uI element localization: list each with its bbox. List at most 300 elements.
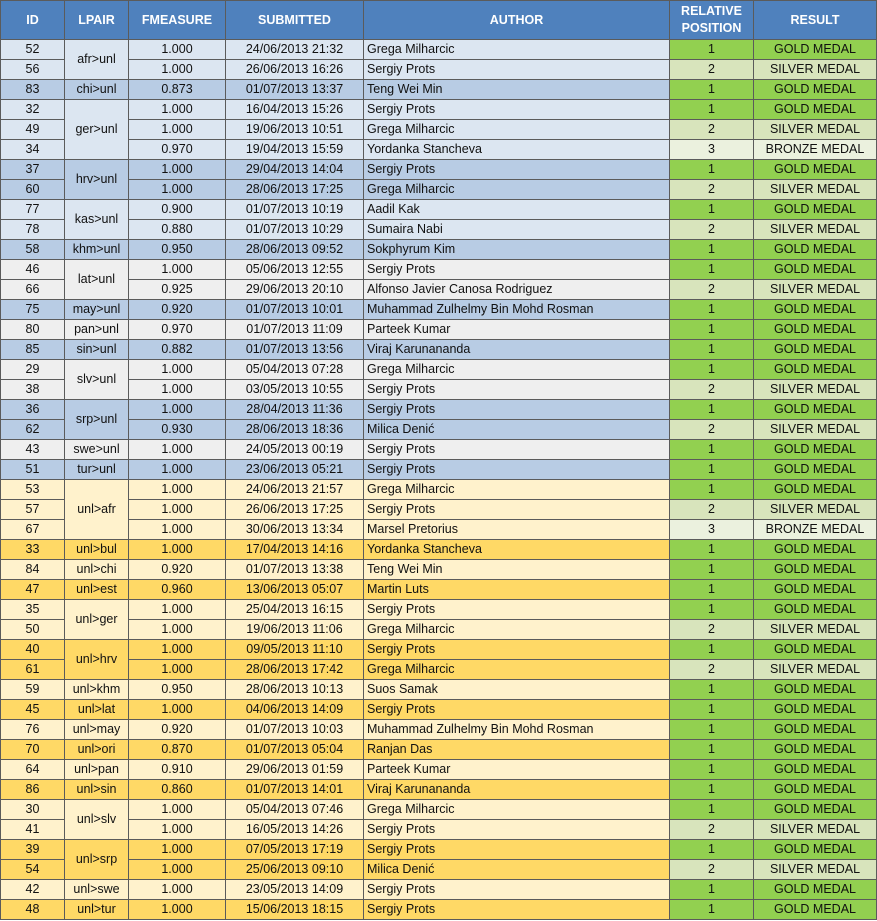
cell-author: Milica Denić	[364, 420, 670, 440]
cell-fmeasure: 0.873	[129, 80, 226, 100]
cell-id: 60	[1, 180, 65, 200]
cell-author: Parteek Kumar	[364, 760, 670, 780]
cell-fmeasure: 1.000	[129, 520, 226, 540]
cell-author: Martin Luts	[364, 580, 670, 600]
cell-fmeasure: 1.000	[129, 460, 226, 480]
table-row	[1, 40, 877, 60]
cell-id: 52	[1, 40, 65, 60]
cell-fmeasure: 1.000	[129, 840, 226, 860]
cell-submitted: 28/06/2013 17:42	[226, 660, 364, 680]
cell-result: SILVER MEDAL	[754, 380, 877, 400]
table-row	[1, 460, 877, 480]
cell-lpair: hrv>unl	[65, 160, 129, 200]
cell-submitted: 29/06/2013 01:59	[226, 760, 364, 780]
header-submitted: SUBMITTED	[226, 1, 364, 40]
cell-fmeasure: 1.000	[129, 360, 226, 380]
cell-submitted: 05/06/2013 12:55	[226, 260, 364, 280]
cell-author: Sergiy Prots	[364, 260, 670, 280]
cell-submitted: 25/04/2013 16:15	[226, 600, 364, 620]
cell-submitted: 26/06/2013 17:25	[226, 500, 364, 520]
cell-lpair: swe>unl	[65, 440, 129, 460]
cell-fmeasure: 0.930	[129, 420, 226, 440]
cell-author: Grega Milharcic	[364, 480, 670, 500]
cell-lpair: unl>afr	[65, 480, 129, 540]
cell-lpair: unl>may	[65, 720, 129, 740]
cell-author: Teng Wei Min	[364, 560, 670, 580]
cell-submitted: 29/06/2013 20:10	[226, 280, 364, 300]
table-row	[1, 340, 877, 360]
cell-author: Muhammad Zulhelmy Bin Mohd Rosman	[364, 300, 670, 320]
cell-submitted: 01/07/2013 13:38	[226, 560, 364, 580]
cell-id: 75	[1, 300, 65, 320]
cell-fmeasure: 1.000	[129, 700, 226, 720]
cell-relative-position: 1	[670, 840, 754, 860]
table-row	[1, 860, 877, 880]
cell-result: BRONZE MEDAL	[754, 520, 877, 540]
cell-fmeasure: 1.000	[129, 880, 226, 900]
cell-submitted: 16/04/2013 15:26	[226, 100, 364, 120]
cell-lpair: slv>unl	[65, 360, 129, 400]
cell-relative-position: 2	[670, 860, 754, 880]
cell-result: GOLD MEDAL	[754, 340, 877, 360]
cell-id: 32	[1, 100, 65, 120]
table-row	[1, 260, 877, 280]
table-row	[1, 560, 877, 580]
cell-fmeasure: 0.882	[129, 340, 226, 360]
cell-id: 67	[1, 520, 65, 540]
cell-result: SILVER MEDAL	[754, 420, 877, 440]
cell-submitted: 19/06/2013 10:51	[226, 120, 364, 140]
cell-id: 62	[1, 420, 65, 440]
cell-result: GOLD MEDAL	[754, 880, 877, 900]
cell-id: 36	[1, 400, 65, 420]
table-row	[1, 900, 877, 920]
cell-result: GOLD MEDAL	[754, 480, 877, 500]
cell-submitted: 01/07/2013 10:03	[226, 720, 364, 740]
cell-relative-position: 1	[670, 80, 754, 100]
cell-fmeasure: 1.000	[129, 800, 226, 820]
cell-submitted: 03/05/2013 10:55	[226, 380, 364, 400]
cell-lpair: unl>slv	[65, 800, 129, 840]
cell-author: Ranjan Das	[364, 740, 670, 760]
table-row	[1, 180, 877, 200]
cell-author: Sergiy Prots	[364, 460, 670, 480]
cell-relative-position: 1	[670, 740, 754, 760]
cell-relative-position: 2	[670, 820, 754, 840]
cell-author: Grega Milharcic	[364, 180, 670, 200]
table-row	[1, 760, 877, 780]
cell-result: GOLD MEDAL	[754, 640, 877, 660]
cell-relative-position: 1	[670, 200, 754, 220]
cell-author: Aadil Kak	[364, 200, 670, 220]
cell-fmeasure: 1.000	[129, 500, 226, 520]
cell-relative-position: 1	[670, 640, 754, 660]
cell-id: 45	[1, 700, 65, 720]
cell-submitted: 24/06/2013 21:57	[226, 480, 364, 500]
cell-author: Sergiy Prots	[364, 160, 670, 180]
cell-result: GOLD MEDAL	[754, 360, 877, 380]
cell-result: GOLD MEDAL	[754, 80, 877, 100]
cell-author: Teng Wei Min	[364, 80, 670, 100]
cell-author: Sergiy Prots	[364, 400, 670, 420]
cell-result: GOLD MEDAL	[754, 400, 877, 420]
cell-fmeasure: 1.000	[129, 380, 226, 400]
cell-author: Muhammad Zulhelmy Bin Mohd Rosman	[364, 720, 670, 740]
cell-lpair: kas>unl	[65, 200, 129, 240]
cell-submitted: 01/07/2013 13:37	[226, 80, 364, 100]
cell-author: Grega Milharcic	[364, 40, 670, 60]
cell-submitted: 28/06/2013 17:25	[226, 180, 364, 200]
cell-fmeasure: 1.000	[129, 820, 226, 840]
cell-author: Yordanka Stancheva	[364, 140, 670, 160]
cell-fmeasure: 1.000	[129, 100, 226, 120]
cell-id: 39	[1, 840, 65, 860]
table-header	[1, 1, 877, 40]
cell-author: Alfonso Javier Canosa Rodriguez	[364, 280, 670, 300]
table-row	[1, 540, 877, 560]
table-row	[1, 440, 877, 460]
cell-result: GOLD MEDAL	[754, 100, 877, 120]
cell-relative-position: 2	[670, 420, 754, 440]
cell-id: 33	[1, 540, 65, 560]
cell-fmeasure: 0.970	[129, 320, 226, 340]
cell-submitted: 01/07/2013 10:19	[226, 200, 364, 220]
table-row	[1, 200, 877, 220]
cell-submitted: 07/05/2013 17:19	[226, 840, 364, 860]
cell-author: Sergiy Prots	[364, 380, 670, 400]
cell-fmeasure: 1.000	[129, 160, 226, 180]
table-row	[1, 820, 877, 840]
table-row	[1, 120, 877, 140]
cell-id: 64	[1, 760, 65, 780]
cell-author: Grega Milharcic	[364, 660, 670, 680]
cell-id: 38	[1, 380, 65, 400]
table-row	[1, 680, 877, 700]
cell-fmeasure: 0.900	[129, 200, 226, 220]
cell-result: GOLD MEDAL	[754, 540, 877, 560]
cell-result: GOLD MEDAL	[754, 600, 877, 620]
cell-id: 76	[1, 720, 65, 740]
table-row	[1, 140, 877, 160]
cell-result: GOLD MEDAL	[754, 680, 877, 700]
table-row	[1, 740, 877, 760]
cell-id: 57	[1, 500, 65, 520]
header-result: RESULT	[754, 1, 877, 40]
cell-lpair: unl>lat	[65, 700, 129, 720]
cell-relative-position: 1	[670, 480, 754, 500]
table-row	[1, 500, 877, 520]
cell-submitted: 29/04/2013 14:04	[226, 160, 364, 180]
cell-relative-position: 2	[670, 60, 754, 80]
table-row	[1, 480, 877, 500]
cell-lpair: unl>khm	[65, 680, 129, 700]
cell-relative-position: 2	[670, 220, 754, 240]
cell-relative-position: 3	[670, 520, 754, 540]
cell-id: 83	[1, 80, 65, 100]
cell-fmeasure: 1.000	[129, 860, 226, 880]
cell-lpair: unl>tur	[65, 900, 129, 920]
cell-result: GOLD MEDAL	[754, 780, 877, 800]
cell-lpair: unl>bul	[65, 540, 129, 560]
cell-id: 40	[1, 640, 65, 660]
cell-relative-position: 1	[670, 300, 754, 320]
cell-fmeasure: 0.860	[129, 780, 226, 800]
cell-result: GOLD MEDAL	[754, 320, 877, 340]
cell-result: GOLD MEDAL	[754, 40, 877, 60]
cell-relative-position: 1	[670, 900, 754, 920]
cell-fmeasure: 0.880	[129, 220, 226, 240]
cell-submitted: 01/07/2013 14:01	[226, 780, 364, 800]
cell-author: Sergiy Prots	[364, 640, 670, 660]
table-row	[1, 280, 877, 300]
cell-author: Sergiy Prots	[364, 840, 670, 860]
cell-result: SILVER MEDAL	[754, 180, 877, 200]
cell-result: GOLD MEDAL	[754, 560, 877, 580]
cell-result: SILVER MEDAL	[754, 820, 877, 840]
cell-author: Sergiy Prots	[364, 600, 670, 620]
cell-relative-position: 1	[670, 700, 754, 720]
header-fmeasure: FMEASURE	[129, 1, 226, 40]
cell-lpair: unl>srp	[65, 840, 129, 880]
cell-relative-position: 1	[670, 340, 754, 360]
table-row	[1, 220, 877, 240]
table-row	[1, 100, 877, 120]
cell-fmeasure: 1.000	[129, 600, 226, 620]
cell-lpair: khm>unl	[65, 240, 129, 260]
table-row	[1, 720, 877, 740]
cell-author: Sergiy Prots	[364, 820, 670, 840]
cell-id: 53	[1, 480, 65, 500]
cell-id: 84	[1, 560, 65, 580]
cell-author: Sergiy Prots	[364, 440, 670, 460]
cell-submitted: 04/06/2013 14:09	[226, 700, 364, 720]
cell-author: Milica Denić	[364, 860, 670, 880]
cell-relative-position: 2	[670, 660, 754, 680]
table-row	[1, 800, 877, 820]
cell-submitted: 01/07/2013 05:04	[226, 740, 364, 760]
cell-result: GOLD MEDAL	[754, 200, 877, 220]
cell-id: 37	[1, 160, 65, 180]
cell-lpair: unl>chi	[65, 560, 129, 580]
cell-submitted: 26/06/2013 16:26	[226, 60, 364, 80]
cell-id: 54	[1, 860, 65, 880]
cell-lpair: unl>sin	[65, 780, 129, 800]
cell-relative-position: 1	[670, 240, 754, 260]
cell-relative-position: 1	[670, 800, 754, 820]
cell-submitted: 23/05/2013 14:09	[226, 880, 364, 900]
cell-result: GOLD MEDAL	[754, 300, 877, 320]
cell-fmeasure: 0.950	[129, 680, 226, 700]
cell-relative-position: 1	[670, 320, 754, 340]
cell-id: 43	[1, 440, 65, 460]
cell-fmeasure: 1.000	[129, 540, 226, 560]
cell-submitted: 24/05/2013 00:19	[226, 440, 364, 460]
cell-fmeasure: 1.000	[129, 440, 226, 460]
header-relative-position: RELATIVE POSITION	[670, 1, 754, 40]
table-body	[1, 40, 877, 920]
cell-result: GOLD MEDAL	[754, 440, 877, 460]
cell-lpair: lat>unl	[65, 260, 129, 300]
cell-submitted: 28/06/2013 10:13	[226, 680, 364, 700]
cell-lpair: unl>hrv	[65, 640, 129, 680]
cell-submitted: 15/06/2013 18:15	[226, 900, 364, 920]
cell-fmeasure: 1.000	[129, 40, 226, 60]
cell-relative-position: 1	[670, 400, 754, 420]
cell-result: SILVER MEDAL	[754, 660, 877, 680]
cell-relative-position: 1	[670, 880, 754, 900]
cell-relative-position: 2	[670, 120, 754, 140]
table-row	[1, 660, 877, 680]
table-row	[1, 620, 877, 640]
cell-fmeasure: 1.000	[129, 640, 226, 660]
header-author: AUTHOR	[364, 1, 670, 40]
cell-relative-position: 1	[670, 460, 754, 480]
cell-result: GOLD MEDAL	[754, 240, 877, 260]
cell-fmeasure: 1.000	[129, 120, 226, 140]
table-row	[1, 580, 877, 600]
header-id: ID	[1, 1, 65, 40]
cell-author: Sumaira Nabi	[364, 220, 670, 240]
cell-lpair: tur>unl	[65, 460, 129, 480]
cell-submitted: 28/06/2013 18:36	[226, 420, 364, 440]
table-row	[1, 320, 877, 340]
cell-id: 78	[1, 220, 65, 240]
cell-submitted: 25/06/2013 09:10	[226, 860, 364, 880]
cell-id: 77	[1, 200, 65, 220]
cell-submitted: 01/07/2013 11:09	[226, 320, 364, 340]
cell-id: 48	[1, 900, 65, 920]
cell-result: SILVER MEDAL	[754, 620, 877, 640]
cell-author: Viraj Karunananda	[364, 340, 670, 360]
cell-relative-position: 1	[670, 780, 754, 800]
cell-submitted: 30/06/2013 13:34	[226, 520, 364, 540]
cell-result: SILVER MEDAL	[754, 860, 877, 880]
cell-submitted: 28/04/2013 11:36	[226, 400, 364, 420]
cell-fmeasure: 0.960	[129, 580, 226, 600]
cell-submitted: 16/05/2013 14:26	[226, 820, 364, 840]
cell-fmeasure: 1.000	[129, 620, 226, 640]
cell-relative-position: 1	[670, 560, 754, 580]
cell-submitted: 19/04/2013 15:59	[226, 140, 364, 160]
cell-result: SILVER MEDAL	[754, 280, 877, 300]
cell-result: SILVER MEDAL	[754, 120, 877, 140]
cell-submitted: 13/06/2013 05:07	[226, 580, 364, 600]
cell-result: SILVER MEDAL	[754, 220, 877, 240]
cell-author: Grega Milharcic	[364, 620, 670, 640]
cell-submitted: 19/06/2013 11:06	[226, 620, 364, 640]
cell-relative-position: 2	[670, 180, 754, 200]
cell-lpair: unl>pan	[65, 760, 129, 780]
cell-submitted: 28/06/2013 09:52	[226, 240, 364, 260]
table-row	[1, 240, 877, 260]
cell-lpair: chi>unl	[65, 80, 129, 100]
cell-lpair: pan>unl	[65, 320, 129, 340]
table-row	[1, 640, 877, 660]
cell-submitted: 01/07/2013 13:56	[226, 340, 364, 360]
cell-lpair: ger>unl	[65, 100, 129, 160]
cell-result: GOLD MEDAL	[754, 260, 877, 280]
cell-fmeasure: 0.920	[129, 720, 226, 740]
cell-fmeasure: 0.950	[129, 240, 226, 260]
cell-submitted: 05/04/2013 07:28	[226, 360, 364, 380]
cell-lpair: unl>est	[65, 580, 129, 600]
cell-id: 56	[1, 60, 65, 80]
cell-relative-position: 1	[670, 600, 754, 620]
cell-id: 58	[1, 240, 65, 260]
table-row	[1, 520, 877, 540]
cell-relative-position: 2	[670, 380, 754, 400]
cell-relative-position: 1	[670, 440, 754, 460]
cell-author: Suos Samak	[364, 680, 670, 700]
cell-id: 35	[1, 600, 65, 620]
cell-author: Grega Milharcic	[364, 800, 670, 820]
cell-relative-position: 2	[670, 620, 754, 640]
cell-id: 70	[1, 740, 65, 760]
cell-submitted: 17/04/2013 14:16	[226, 540, 364, 560]
cell-id: 46	[1, 260, 65, 280]
cell-relative-position: 2	[670, 280, 754, 300]
cell-lpair: unl>ori	[65, 740, 129, 760]
table-row	[1, 700, 877, 720]
cell-submitted: 01/07/2013 10:29	[226, 220, 364, 240]
table-row	[1, 780, 877, 800]
cell-author: Grega Milharcic	[364, 120, 670, 140]
cell-id: 66	[1, 280, 65, 300]
cell-relative-position: 3	[670, 140, 754, 160]
cell-result: GOLD MEDAL	[754, 700, 877, 720]
cell-fmeasure: 1.000	[129, 180, 226, 200]
cell-fmeasure: 1.000	[129, 480, 226, 500]
cell-id: 34	[1, 140, 65, 160]
cell-result: SILVER MEDAL	[754, 500, 877, 520]
cell-relative-position: 1	[670, 720, 754, 740]
cell-relative-position: 1	[670, 160, 754, 180]
cell-submitted: 24/06/2013 21:32	[226, 40, 364, 60]
cell-relative-position: 1	[670, 260, 754, 280]
cell-author: Viraj Karunananda	[364, 780, 670, 800]
cell-relative-position: 1	[670, 360, 754, 380]
cell-fmeasure: 0.910	[129, 760, 226, 780]
cell-lpair: srp>unl	[65, 400, 129, 440]
cell-id: 51	[1, 460, 65, 480]
cell-author: Sergiy Prots	[364, 880, 670, 900]
table-row	[1, 840, 877, 860]
cell-id: 80	[1, 320, 65, 340]
cell-fmeasure: 0.920	[129, 560, 226, 580]
cell-submitted: 23/06/2013 05:21	[226, 460, 364, 480]
cell-result: GOLD MEDAL	[754, 900, 877, 920]
table-row	[1, 300, 877, 320]
table-row	[1, 880, 877, 900]
cell-id: 85	[1, 340, 65, 360]
cell-result: GOLD MEDAL	[754, 740, 877, 760]
cell-relative-position: 1	[670, 580, 754, 600]
table-row	[1, 400, 877, 420]
table-row	[1, 360, 877, 380]
cell-relative-position: 2	[670, 500, 754, 520]
cell-relative-position: 1	[670, 760, 754, 780]
cell-fmeasure: 0.970	[129, 140, 226, 160]
cell-fmeasure: 0.920	[129, 300, 226, 320]
cell-author: Sergiy Prots	[364, 900, 670, 920]
cell-author: Parteek Kumar	[364, 320, 670, 340]
cell-relative-position: 1	[670, 680, 754, 700]
cell-result: GOLD MEDAL	[754, 460, 877, 480]
cell-submitted: 01/07/2013 10:01	[226, 300, 364, 320]
cell-id: 29	[1, 360, 65, 380]
cell-fmeasure: 1.000	[129, 260, 226, 280]
table-row	[1, 60, 877, 80]
